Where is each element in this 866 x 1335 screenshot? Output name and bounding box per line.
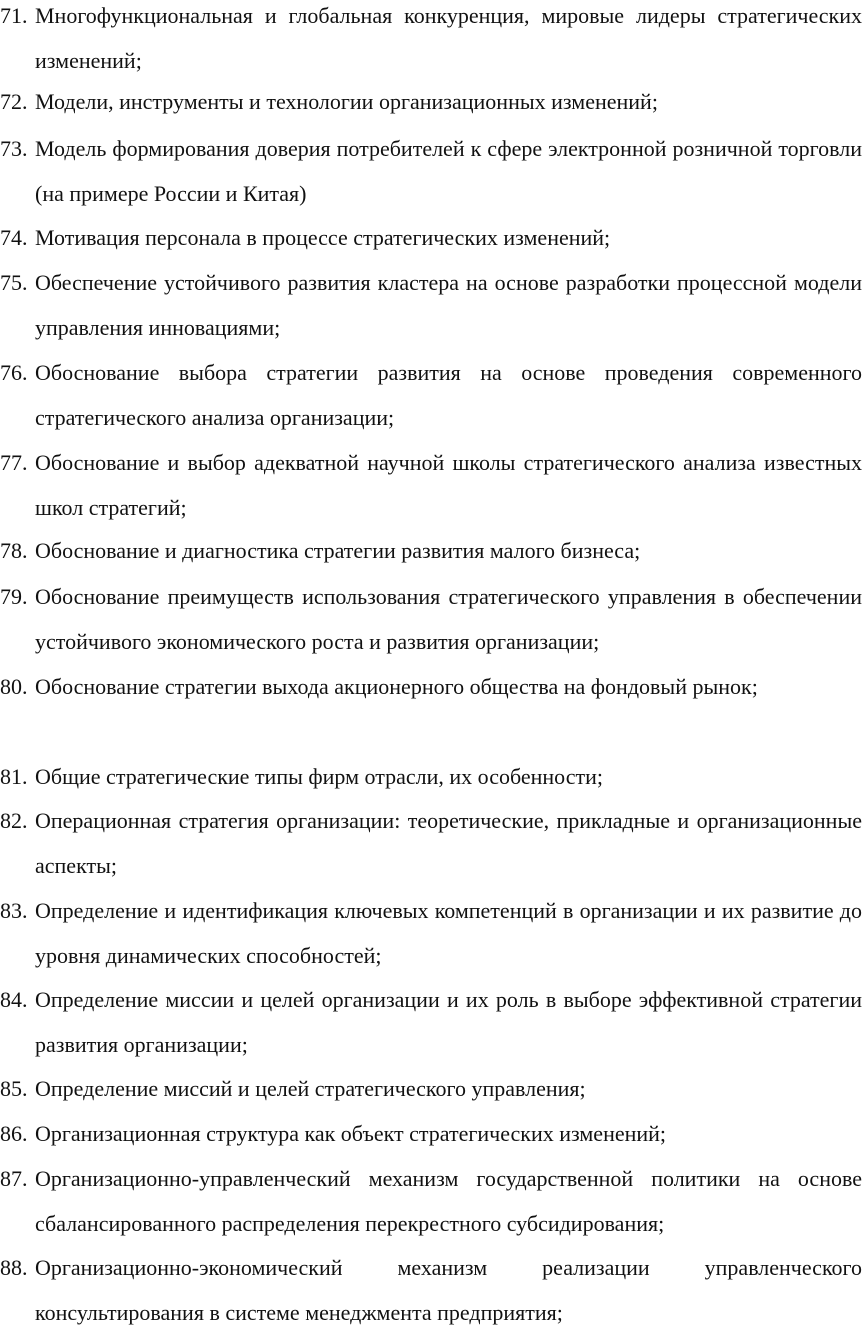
item-number: 71. [0, 3, 28, 28]
item-number: 72. [0, 89, 28, 114]
list-item-74 [0, 216, 862, 261]
item-text: Обоснование преимуществ использования стратегического управления в обеспечении устойчивого экономического роста и развития организации; [35, 584, 862, 654]
item-number: 83. [0, 898, 28, 923]
item-text: Обоснование выбора стратегии развития на основе проведения современного стратегического анализа организации; [35, 360, 862, 430]
item-text: Модель формирования доверия потребителей к сфере электронной розничной торговли (на примере России и Китая) [35, 136, 862, 206]
list-item-86 [0, 1112, 862, 1157]
item-text: Модели, инструменты и технологии организационных изменений; [35, 89, 658, 114]
item-number: 88. [0, 1255, 28, 1280]
item-text: Операционная стратегия организации: теоретические, прикладные и организационные аспекты; [35, 808, 862, 878]
item-text: Обоснование и выбор адекватной научной школы стратегического анализа известных школ стратегий; [35, 450, 862, 520]
item-text: Обоснование стратегии выхода акционерного общества на фондовый рынок; [35, 674, 758, 699]
list-item-73 [0, 127, 862, 216]
item-number: 77. [0, 450, 28, 475]
item-text: Обеспечение устойчивого развития кластера на основе разработки процессной модели управления инновациями; [35, 270, 862, 340]
item-text: Общие стратегические типы фирм отрасли, их особенности; [35, 764, 603, 789]
item-number: 85. [0, 1076, 28, 1101]
list-item-75 [0, 261, 862, 350]
item-number: 84. [0, 987, 28, 1012]
list-item-78 [0, 529, 862, 574]
item-text: Мотивация персонала в процессе стратегических изменений; [35, 225, 611, 250]
item-number: 75. [0, 270, 28, 295]
list-item-82 [0, 799, 862, 888]
item-text: Обоснование и диагностика стратегии развития малого бизнеса; [35, 538, 641, 563]
item-text: Организационная структура как объект стратегических изменений; [35, 1121, 667, 1146]
list-item-76 [0, 351, 862, 440]
item-text: Многофункциональная и глобальная конкуренция, мировые лидеры стратегических изменений; [35, 3, 862, 73]
item-number: 76. [0, 360, 28, 385]
item-number: 79. [0, 584, 28, 609]
item-number: 80. [0, 674, 28, 699]
item-number: 86. [0, 1121, 28, 1146]
item-number: 81. [0, 764, 28, 789]
item-number: 78. [0, 538, 28, 563]
list-item-77 [0, 441, 862, 530]
item-number: 82. [0, 808, 28, 833]
list-item-72 [0, 80, 862, 125]
item-number: 74. [0, 225, 28, 250]
list-item-88 [0, 1246, 862, 1335]
item-text: Организационно-управленческий механизм государственной политики на основе сбалансированного распределения перекрестного субсидирования; [35, 1166, 862, 1236]
list-item-79 [0, 575, 862, 664]
item-number: 73. [0, 136, 28, 161]
item-text: Определение миссий и целей стратегического управления; [35, 1076, 586, 1101]
list-item-80 [0, 665, 862, 710]
item-number: 87. [0, 1166, 28, 1191]
list-item-71 [0, 0, 862, 83]
list-item-85 [0, 1067, 862, 1112]
list-item-84 [0, 978, 862, 1067]
item-text: Определение миссии и целей организации и их роль в выборе эффективной стратегии развития организации; [35, 987, 862, 1057]
item-text: Определение и идентификация ключевых компетенций в организации и их развитие до уровня динамических способностей; [35, 898, 862, 968]
list-item-87 [0, 1157, 862, 1246]
item-text: Организационно-экономический механизм реализации управленческого консультирования в системе менеджмента предприятия; [35, 1255, 862, 1325]
list-item-83 [0, 889, 862, 978]
list-item-81 [0, 755, 862, 800]
